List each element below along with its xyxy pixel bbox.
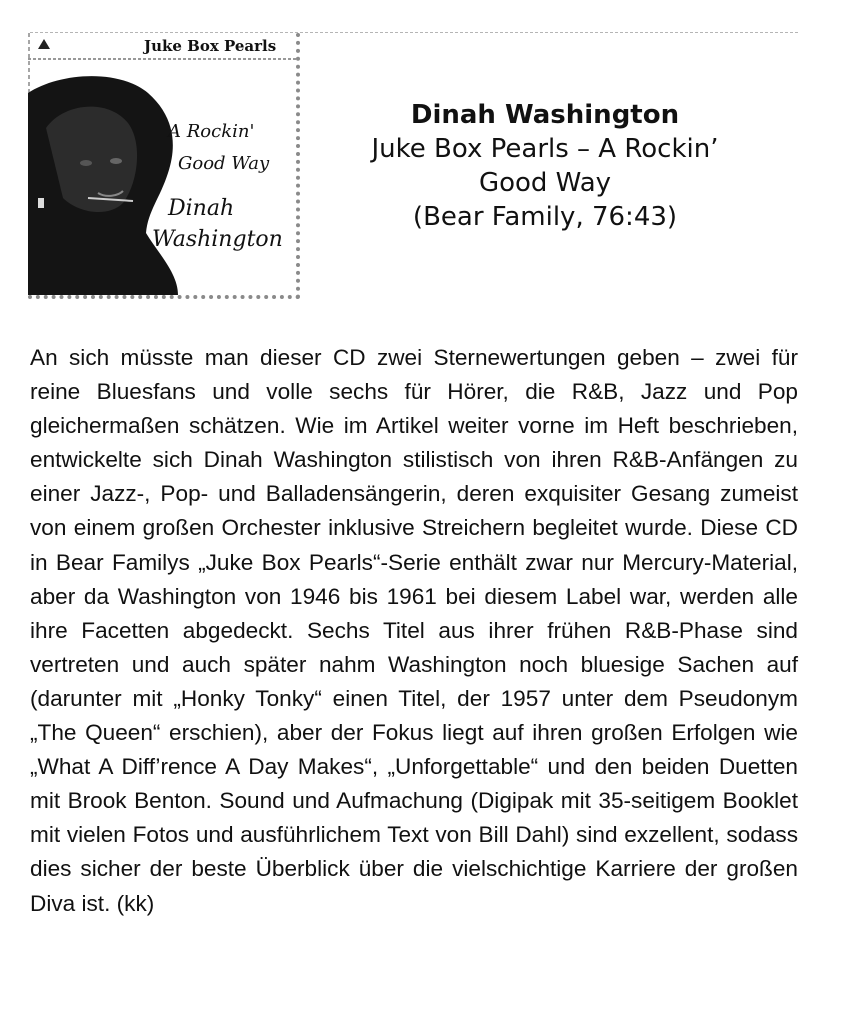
album-header — [330, 98, 760, 234]
cover-title-line2: Good Way — [178, 153, 270, 174]
label-info: (Bear Family, 76:43) — [412, 202, 678, 232]
album-cover — [28, 33, 300, 299]
cover-artist-line2: Washington — [152, 227, 283, 252]
review-text: An sich müsste man dieser CD zwei Sternewertungen geben – zwei für reine Bluesfans und volle sechs für Hörer, die R&B, Jazz und Pop gleichermaßen schätzen. Wie im Artikel weiter vorne im Heft beschrieben, entwickelte sich Dinah Washington stilistisch von ihren R&B-Anfängen zu einer Jazz-, Pop- und Balladensängerin, deren exquisiter Gesang zumeist von einem großen Orchester inklusive Streichern begleitet wurde. Diese CD in Bear Familys „Juke Box Pearls“-Serie enthält zwar nur Mercury-Material, aber da Washington von 1946 bis 1961 bei diesem Label war, werden alle ihre Facetten abgedeckt. Sechs Titel aus ihrer frühen R&B-Phase sind vertreten und auch später nahm Washington noch bluesige Sachen auf (darunter mit „Honky Tonky“ einen Titel, der 1957 unter dem Pseudonym „The Queen“ erschien), aber der Fokus liegt auf ihren großen Erfolgen wie „What A Diff’rence A Day Makes“, „Unforgettable“ und den beiden Duetten mit Brook Benton. Sound und Aufmachung (Digipak mit 35-seitigem Booklet mit vielen Fotos und ausführlichem Text von Bill Dahl) sind exzellent, sodass dies sicher der beste Überblick über die vielschichtige Karriere der großen Diva ist. (kk) — [30, 345, 798, 916]
cover-artist-line1: Dinah — [168, 196, 235, 221]
album-title-line1: Juke Box Pearls – A Rockin’ — [371, 134, 719, 164]
album-title-line2: Good Way — [478, 168, 612, 198]
artist-name: Dinah Washington — [410, 100, 680, 130]
cover-title-line1: A Rockin' — [168, 121, 255, 142]
cover-brand-text: Juke Box Pearls — [144, 37, 277, 55]
